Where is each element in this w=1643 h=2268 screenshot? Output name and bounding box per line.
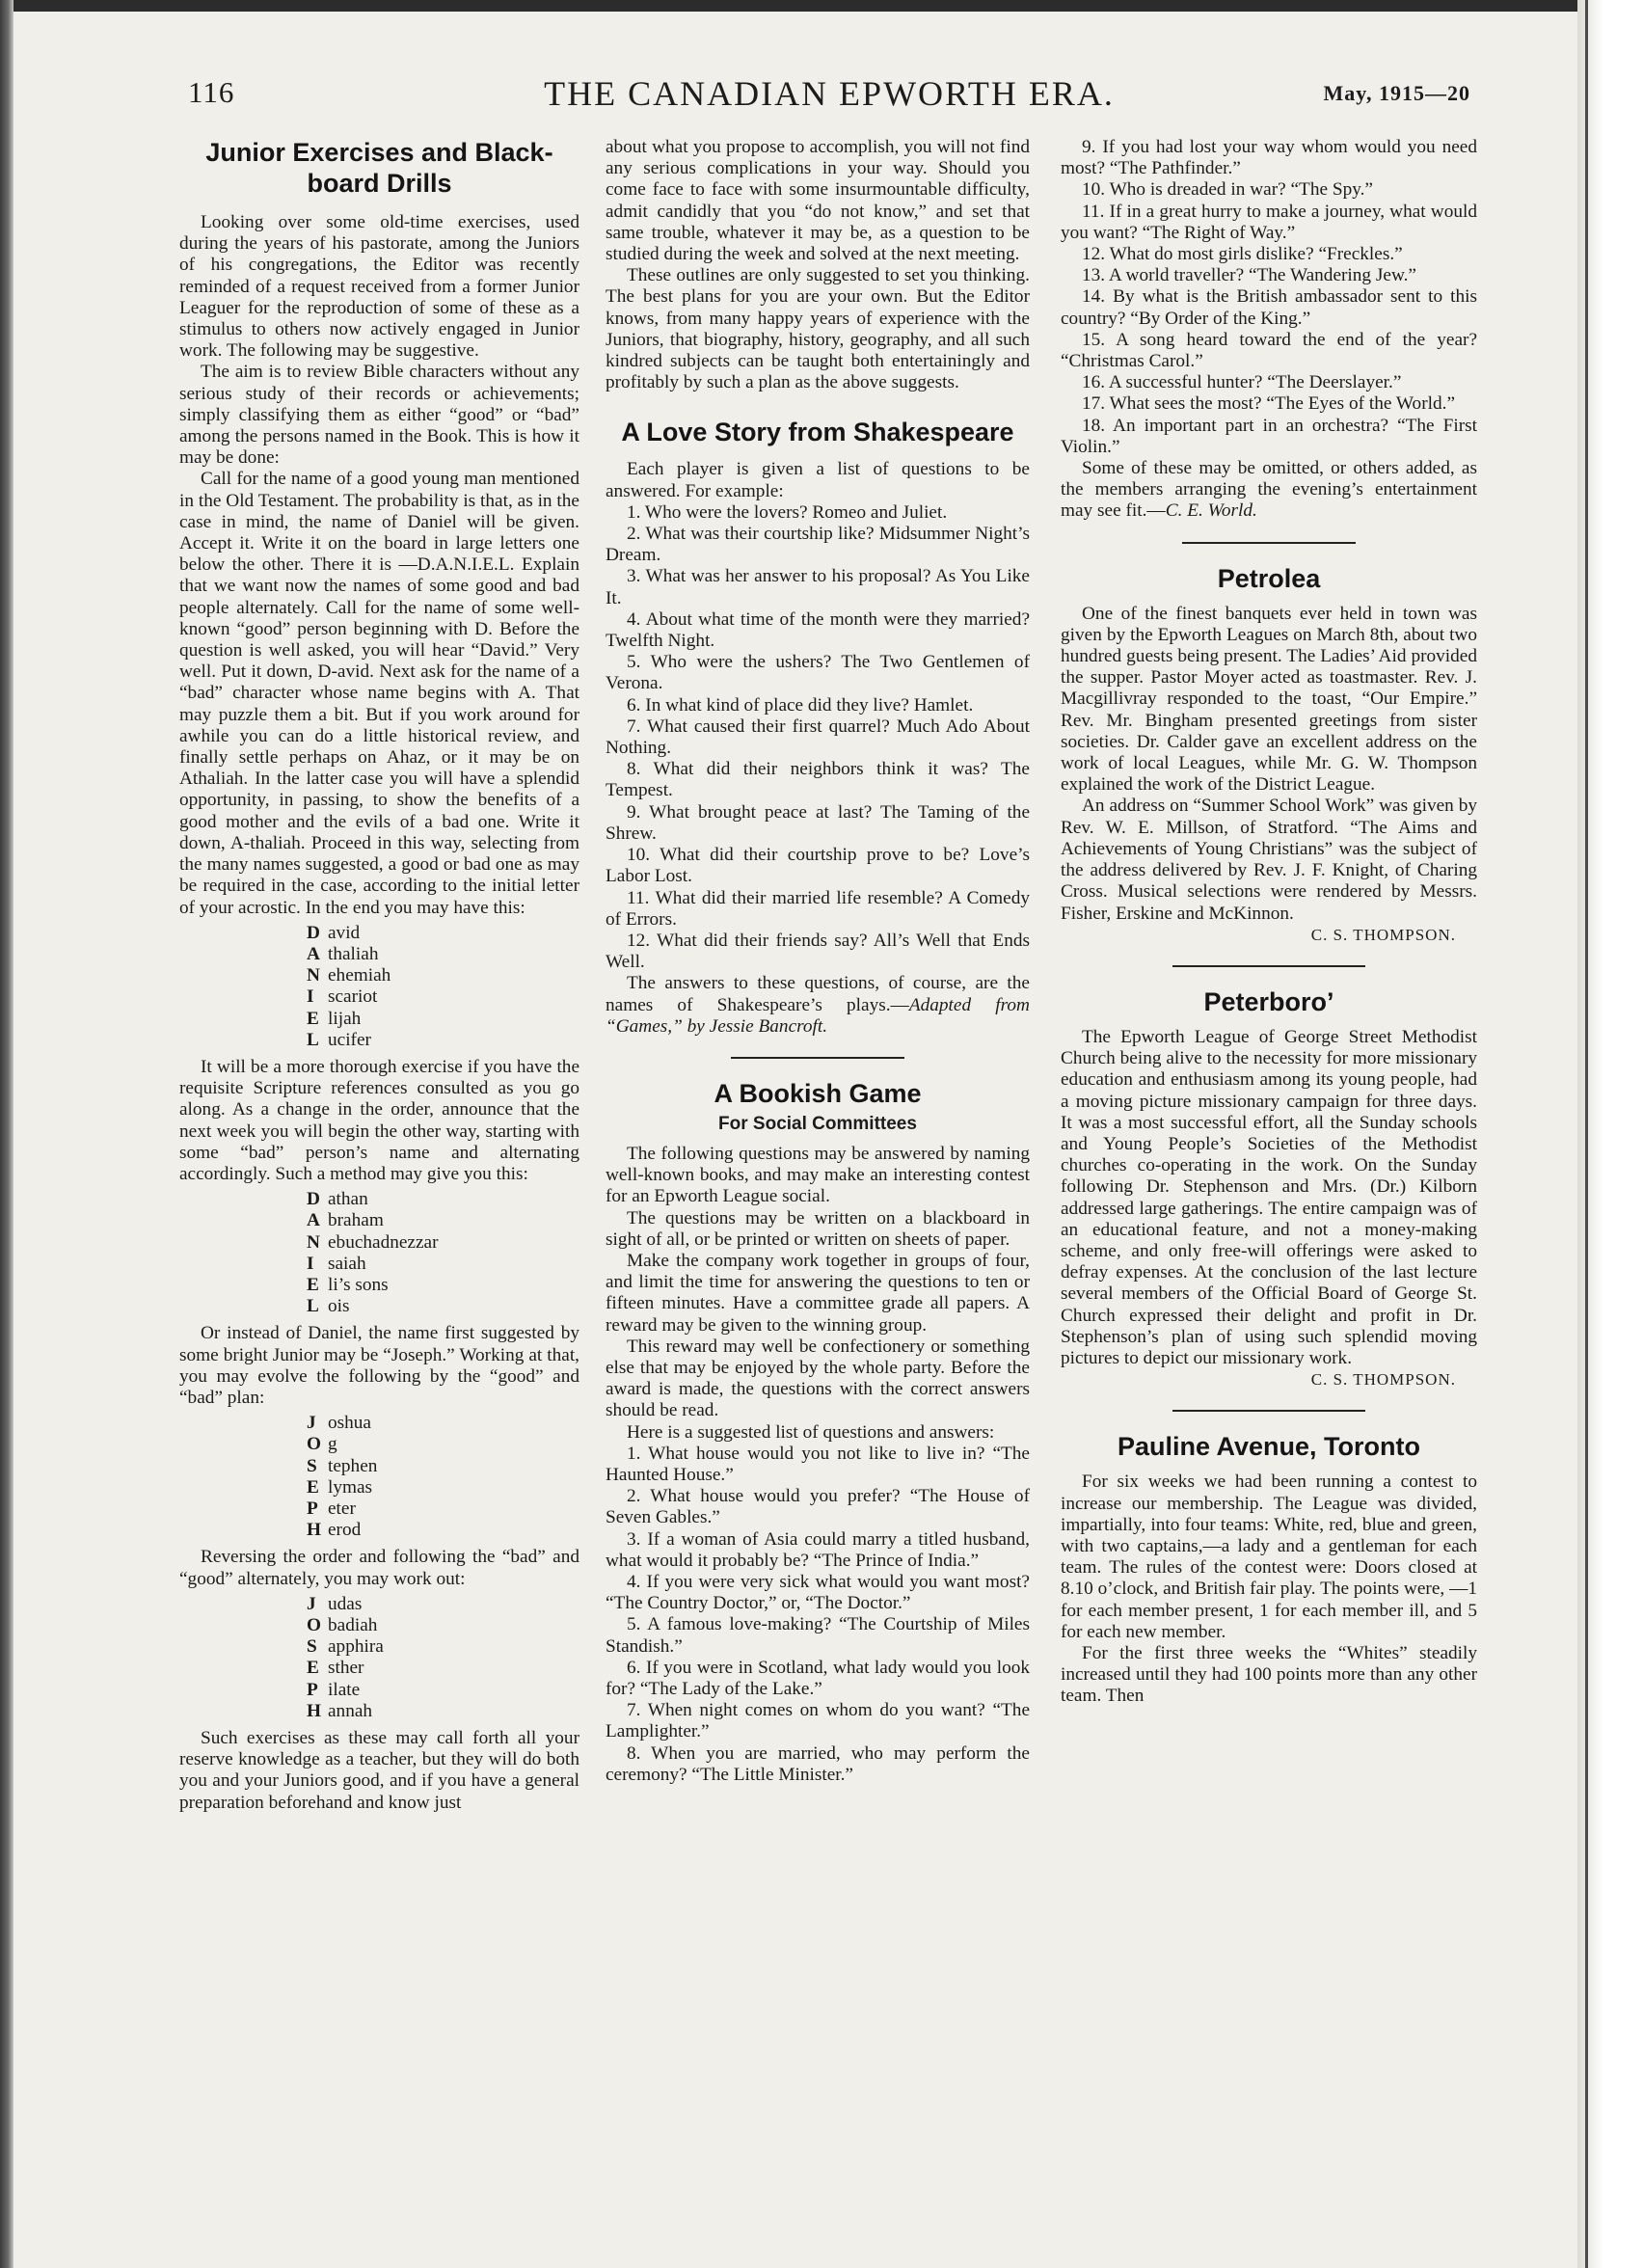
question-item: 4. If you were very sick what would you want most? “The Country Doctor,” or, “The Doctor.”	[606, 1571, 1030, 1614]
acrostic-line: L ois	[307, 1296, 350, 1317]
source-credit: C. E. World.	[1165, 500, 1257, 522]
question-item: 13. A world traveller? “The Wandering Jew.”	[1082, 265, 1416, 286]
page-right-edge	[1577, 0, 1643, 2268]
acrostic-line: P ilate	[307, 1679, 361, 1700]
paragraph: It will be a more thorough exercise if you have the requisite Scripture references consulted as you go along. As a change in the order, announce that the next week you will begin the other way, starting with some “bad” person’s name and alternating accordingly. Such a method may give you this:	[179, 1056, 579, 1184]
acrostic-line: L ucifer	[307, 1029, 371, 1050]
page-binding-shadow	[0, 0, 13, 2268]
question-item: 8. When you are married, who may perform the ceremony? “The Little Minister.”	[606, 1742, 1030, 1785]
acrostic-line: D avid	[307, 922, 361, 943]
acrostic-line: E lijah	[307, 1008, 362, 1029]
question-item: 7. What caused their first quarrel? Much Ado About Nothing.	[606, 716, 1030, 759]
column-3	[1061, 137, 1477, 1708]
question-item: 9. What brought peace at last? The Taming of the Shrew.	[606, 801, 1030, 844]
acrostic-line: A braham	[307, 1210, 384, 1231]
journal-title: THE CANADIAN EPWORTH ERA.	[544, 74, 1115, 113]
section-divider	[1172, 1410, 1365, 1412]
page-number: 116	[188, 75, 235, 109]
paragraph: Reversing the order and following the “bad” and “good” alternately, you may work out:	[179, 1547, 579, 1589]
article-subtitle: For Social Committees	[718, 1113, 917, 1134]
question-item: 10. Who is dreaded in war? “The Spy.”	[1082, 179, 1373, 201]
paragraph: The following questions may be answered by naming well-known books, and may make an interesting contest for an Epworth League social.	[606, 1143, 1030, 1207]
question-item: 6. If you were in Scotland, what lady would you look for? “The Lady of the Lake.”	[606, 1657, 1030, 1699]
article-title-pauline-avenue: Pauline Avenue, Toronto	[1117, 1432, 1421, 1462]
paragraph: For six weeks we had been running a contest to increase our membership. The League was divided, impartially, into four teams: White, red, blue and green, with two captains,—a lady and a gentleman for each team. The rules of the contest were: Doors closed at 8.10 o’clock, and British fair play. The points were, —1 for each member present, 1 for each member ill, and 5 for each new member.	[1061, 1472, 1477, 1642]
question-item: 10. What did their courtship prove to be? Love’s Labor Lost.	[606, 845, 1030, 887]
article-title-petrolea: Petrolea	[1217, 563, 1321, 593]
acrostic-line: S apphira	[307, 1636, 384, 1658]
acrostic-daniel-2	[307, 1189, 579, 1317]
article-title-love-story: A Love Story from Shakespeare	[621, 418, 1014, 447]
acrostic-line: N ehemiah	[307, 965, 391, 986]
paragraph: An address on “Summer School Work” was given by Rev. W. E. Millson, of Stratford. “The Aims and Achievements of Young Christians” was the subject of the address delivered by Rev. J. F. Knight, of Charing Cross. Musical selections were rendered by Messrs. Fisher, Erskine and McKinnon.	[1061, 796, 1477, 924]
paragraph: This reward may well be confectionery or something else that may be enjoyed by the whole party. Before the award is made, the questions with the correct answers should be read.	[606, 1336, 1030, 1421]
paragraph: For the first three weeks the “Whites” steadily increased until they had 100 points more than any other team. Then	[1061, 1642, 1477, 1707]
question-item: 16. A successful hunter? “The Deerslayer.”	[1082, 372, 1402, 393]
section-divider	[1172, 965, 1365, 967]
question-item: 2. What house would you prefer? “The House of Seven Gables.”	[606, 1486, 1030, 1528]
question-item: 11. If in a great hurry to make a journey, what would you want? “The Right of Way.”	[1061, 201, 1477, 243]
acrostic-line: I scariot	[307, 986, 378, 1008]
paragraph: Some of these may be omitted, or others added, as the members arranging the evening’s entertainment may see fit.—C. E. World.	[1061, 458, 1477, 522]
paragraph: Each player is given a list of questions to be answered. For example:	[606, 459, 1030, 501]
acrostic-line: H erod	[307, 1520, 362, 1541]
scan-top-border	[0, 0, 1643, 12]
acrostic-line: S tephen	[307, 1455, 378, 1476]
question-item: 6. In what kind of place did they live? Hamlet.	[627, 694, 974, 716]
acrostic-line: P eter	[307, 1498, 356, 1519]
paragraph: about what you propose to accomplish, you will not find any serious complications in your way. Should you come face to face with some insurmountable difficulty, admit candidly that you “do not know,” and set that same trouble, whatever it may be, as a question to be studied during the week and solved at the next meeting.	[606, 137, 1030, 265]
column-2	[606, 137, 1030, 1786]
paragraph: The Epworth League of George Street Methodist Church being alive to the necessity for more missionary education and enthusiasm among its young people, had a moving picture missionary campaign for three days. It was a most successful effort, all the Sunday schools and Young People’s Societies of the Methodist churches co-operating in the work. On the Sunday following Dr. Stephenson and Mrs. (Dr.) Kilborn addressed large gatherings. The entire campaign was of an educational feature, and not a money-making scheme, and only free-will offerings were asked to defray expenses. At the conclusion of the last lecture several members of the Official Board of George St. Church expressed their delight and profit in Dr. Stephenson’s plan of using such splendid moving pictures to depict our missionary work.	[1061, 1026, 1477, 1368]
question-item: 1. Who were the lovers? Romeo and Juliet.	[627, 501, 948, 523]
paragraph: The aim is to review Bible characters without any serious study of their records or achievements; simply classifying them as either “good” or “bad” among the persons named in the Book. This is how it may be done:	[179, 362, 579, 469]
article-title-peterboro: Peterboro’	[1203, 986, 1334, 1016]
paragraph: One of the finest banquets ever held in town was given by the Epworth Leagues on March 8th, about two hundred guests being present. The Ladies’ Aid provided the supper. Pastor Moyer acted as toastmaster. Rev. J. Macgillivray responded to the toast, “Our Empire.” Rev. Mr. Bingham presented greetings from sister societies. Dr. Calder gave an excellent address on the work of local Leagues, while Mr. G. W. Thompson explained the work of the District League.	[1061, 603, 1477, 796]
acrostic-line: H annah	[307, 1700, 373, 1721]
paragraph: The questions may be written on a blackboard in sight of all, or be printed or written on sheets of paper.	[606, 1207, 1030, 1250]
question-item: 5. Who were the ushers? The Two Gentlemen of Verona.	[606, 652, 1030, 694]
paragraph: Call for the name of a good young man mentioned in the Old Testament. The probability is that, as in the case in mind, the name of Daniel will be given. Accept it. Write it on the board in large letters one below the other. There it is —D.A.N.I.E.L. Explain that we want now the names of some good and bad people alternately. Call for the name of some well-known “good” person beginning with D. Before the question is well asked, you will hear “David.” Very well. Put it down, D-avid. Next ask for the name of a “bad” character whose name begins with A. That may puzzle them a bit. But if you work around for awhile you can do a little historical review, and finally settle perhaps on Ahaz, or it may be on Athaliah. In the latter case you will have a splendid opportunity, in passing, to show the benefits of a good mother and the evils of a bad one. Write it down, A-thaliah. Proceed in this way, selecting from the many names suggested, a good or bad one as may be required in the case, according to the initial letter of your acrostic. In the end you may have this:	[179, 469, 579, 918]
acrostic-line: J udas	[307, 1593, 363, 1614]
question-item: 3. If a woman of Asia could marry a titled husband, what would it probably be? “The Prince of India.”	[606, 1528, 1030, 1571]
acrostic-line: O g	[307, 1434, 337, 1455]
question-item: 14. By what is the British ambassador sent to this country? “By Order of the King.”	[1061, 286, 1477, 329]
paragraph: The answers to these questions, of course, are the names of Shakespeare’s plays.—Adapted from “Games,” by Jessie Bancroft.	[606, 973, 1030, 1037]
section-divider	[1182, 542, 1356, 544]
question-item: 11. What did their married life resemble? A Comedy of Errors.	[606, 887, 1030, 930]
acrostic-joseph-1	[307, 1413, 579, 1541]
acrostic-line: A thaliah	[307, 943, 379, 964]
signature: C. S. THOMPSON.	[1310, 925, 1456, 944]
acrostic-line: E sther	[307, 1658, 364, 1679]
acrostic-line: O badiah	[307, 1615, 378, 1635]
question-item: 18. An important part in an orchestra? “The First Violin.”	[1061, 415, 1477, 457]
acrostic-joseph-2	[307, 1594, 579, 1722]
question-item: 17. What sees the most? “The Eyes of the World.”	[1082, 393, 1455, 415]
acrostic-line: J oshua	[307, 1413, 371, 1434]
question-item: 15. A song heard toward the end of the year? “Christmas Carol.”	[1061, 329, 1477, 372]
question-item: 5. A famous love-making? “The Courtship of Miles Standish.”	[606, 1614, 1030, 1657]
acrostic-line: E li’s sons	[307, 1274, 389, 1295]
paragraph: Here is a suggested list of questions and answers:	[627, 1421, 995, 1443]
acrostic-line: E lymas	[307, 1476, 373, 1498]
issue-date: May, 1915—20	[1323, 81, 1470, 105]
question-item: 12. What did their friends say? All’s Well that Ends Well.	[606, 930, 1030, 973]
article-title-junior-exercises: Junior Exercises and Black- board Drills	[205, 138, 553, 198]
question-item: 4. About what time of the month were they married? Twelfth Night.	[606, 608, 1030, 652]
question-item: 12. What do most girls dislike? “Freckles.”	[1082, 244, 1403, 265]
question-item: 3. What was her answer to his proposal? As You Like It.	[606, 566, 1030, 608]
acrostic-daniel-1	[307, 923, 579, 1051]
paragraph: Such exercises as these may call forth all your reserve knowledge as a teacher, but they will do both you and your Juniors good, and if you have a general preparation beforehand and know just	[179, 1728, 579, 1813]
acrostic-line: I saiah	[307, 1253, 366, 1274]
question-item: 1. What house would you not like to live in? “The Haunted House.”	[606, 1443, 1030, 1485]
paragraph: Or instead of Daniel, the name first suggested by some bright Junior may be “Joseph.” Working at that, you may evolve the following by the “good” and “bad” plan:	[179, 1323, 579, 1408]
question-item: 9. If you had lost your way whom would you need most? “The Pathfinder.”	[1061, 137, 1477, 179]
question-item: 8. What did their neighbors think it was? The Tempest.	[606, 759, 1030, 801]
acrostic-line: D athan	[307, 1189, 368, 1210]
paragraph: Looking over some old-time exercises, used during the years of his pastorate, among the Juniors of his congregations, the Editor was recently reminded of a request received from a former Junior Leaguer for the reproduction of some of these as a stimulus to others now actively engaged in Junior work. The following may be suggestive.	[179, 212, 579, 362]
running-header	[188, 75, 1470, 123]
section-divider	[731, 1057, 904, 1059]
signature: C. S. THOMPSON.	[1310, 1370, 1456, 1390]
acrostic-line: N ebuchadnezzar	[307, 1231, 439, 1253]
question-item: 7. When night comes on whom do you want? “The Lamplighter.”	[606, 1700, 1030, 1742]
article-title-bookish-game: A Bookish Game	[714, 1078, 922, 1108]
question-item: 2. What was their courtship like? Midsummer Night’s Dream.	[606, 524, 1030, 566]
paragraph: These outlines are only suggested to set you thinking. The best plans for you are your own. But the Editor knows, from many happy years of experience with the Juniors, that biography, history, geography, and all such kindred subjects can be taught both entertainingly and profitably by such a plan as the above suggests.	[606, 265, 1030, 393]
column-1	[179, 137, 579, 1814]
source-credit: Adapted from “Games,” by Jessie Bancroft.	[606, 994, 1030, 1037]
paragraph: Make the company work together in groups of four, and limit the time for answering the questions to ten or fifteen minutes. Have a committee grade all papers. A reward may be given to the winning group.	[606, 1250, 1030, 1336]
